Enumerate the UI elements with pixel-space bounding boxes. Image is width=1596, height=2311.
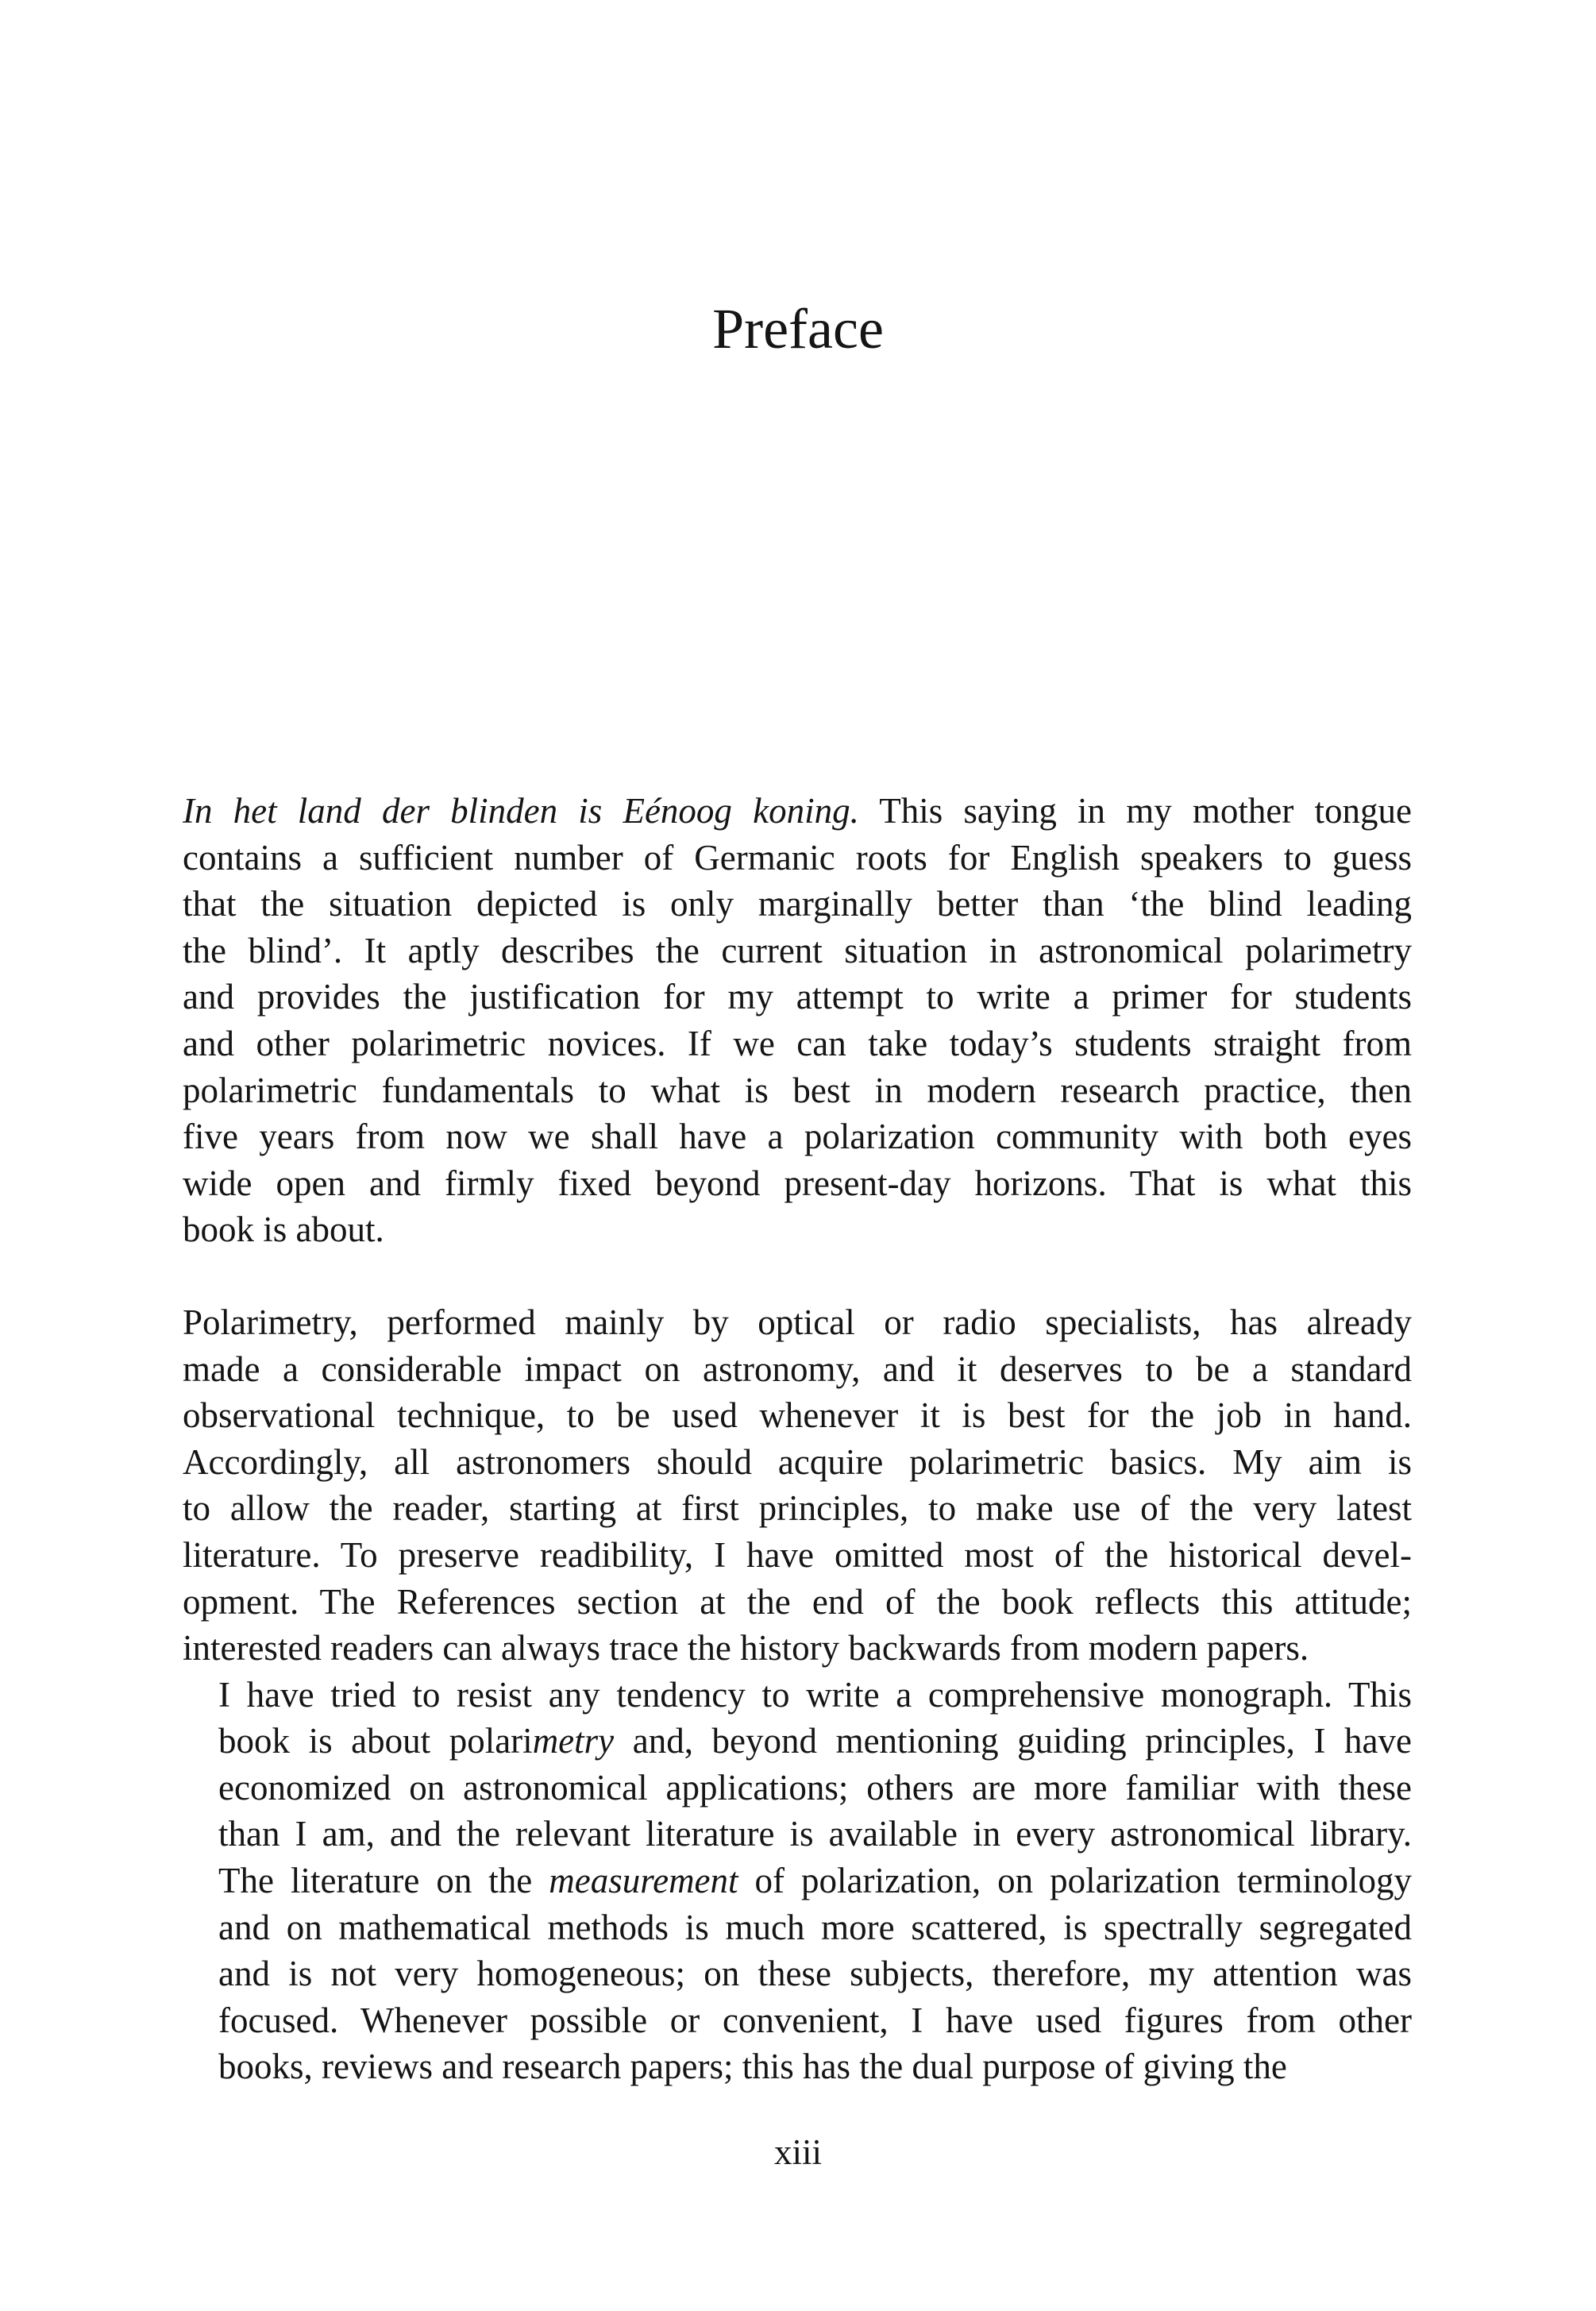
- text-line: and provides the justification for my attempt to write a primer for students: [183, 977, 1412, 1017]
- text-line: I have tried to resist any tendency to write a comprehensive monograph. This: [218, 1674, 1412, 1715]
- text-line: the blind’. It aptly describes the current situation in astronomical polarimetry: [183, 930, 1412, 970]
- text-line: book is about polarimetry and, beyond mentioning guiding principles, I have: [218, 1721, 1412, 1761]
- italic-text: In het land der blinden is Eénoog koning.: [183, 791, 859, 831]
- body-text: [183, 788, 1412, 2090]
- text-line: interested readers can always trace the history backwards from modern papers.: [183, 1628, 1309, 1669]
- text-line: Polarimetry, performed mainly by optical or radio specialists, has already: [183, 1302, 1412, 1342]
- text-line: than I am, and the relevant literature is available in every astronomical library.: [218, 1814, 1412, 1854]
- paragraph-3: [183, 1672, 1412, 2090]
- paragraph-2: [183, 1299, 1412, 1672]
- text-line: literature. To preserve readibility, I have omitted most of the historical devel-: [183, 1534, 1412, 1575]
- text-line: focused. Whenever possible or convenient, I have used figures from other: [218, 2000, 1412, 2040]
- italic-text: measurement: [549, 1861, 738, 1901]
- text-line: Accordingly, all astronomers should acquire polarimetric basics. My aim is: [183, 1441, 1412, 1482]
- text-line: observational technique, to be used whenever it is best for the job in hand.: [183, 1395, 1412, 1436]
- text-line: and other polarimetric novices. If we can take today’s students straight from: [183, 1023, 1412, 1063]
- text-line: and is not very homogeneous; on these subjects, therefore, my attention was: [218, 1954, 1412, 1994]
- text-line: In het land der blinden is Eénoog koning. This saying in my mother tongue: [183, 791, 1412, 831]
- text-line: to allow the reader, starting at first principles, to make use of the very latest: [183, 1488, 1412, 1529]
- italic-text: metry: [532, 1721, 615, 1761]
- text-line: economized on astronomical applications; others are more familiar with these: [218, 1767, 1412, 1808]
- paragraph-1: [183, 788, 1412, 1253]
- text-line: polarimetric fundamentals to what is best in modern research practice, then: [183, 1070, 1412, 1110]
- page-number: xiii: [773, 2132, 822, 2172]
- text-line: wide open and firmly fixed beyond present-day horizons. That is what this: [183, 1163, 1412, 1203]
- page-title: Preface: [712, 297, 884, 361]
- text-line: contains a sufficient number of Germanic roots for English speakers to guess: [183, 837, 1412, 878]
- text-line: books, reviews and research papers; this has the dual purpose of giving the: [218, 2047, 1287, 2087]
- text-line: book is about.: [183, 1210, 384, 1250]
- text-line: opment. The References section at the end of the book reflects this attitude;: [183, 1581, 1412, 1622]
- text-line: made a considerable impact on astronomy, and it deserves to be a standard: [183, 1348, 1412, 1389]
- text-line: that the situation depicted is only marginally better than ‘the blind leading: [183, 884, 1412, 924]
- text-line: and on mathematical methods is much more scattered, is spectrally segregated: [218, 1907, 1412, 1947]
- text-line: five years from now we shall have a polarization community with both eyes: [183, 1117, 1412, 1157]
- text-line: The literature on the measurement of polarization, on polarization terminology: [218, 1861, 1412, 1901]
